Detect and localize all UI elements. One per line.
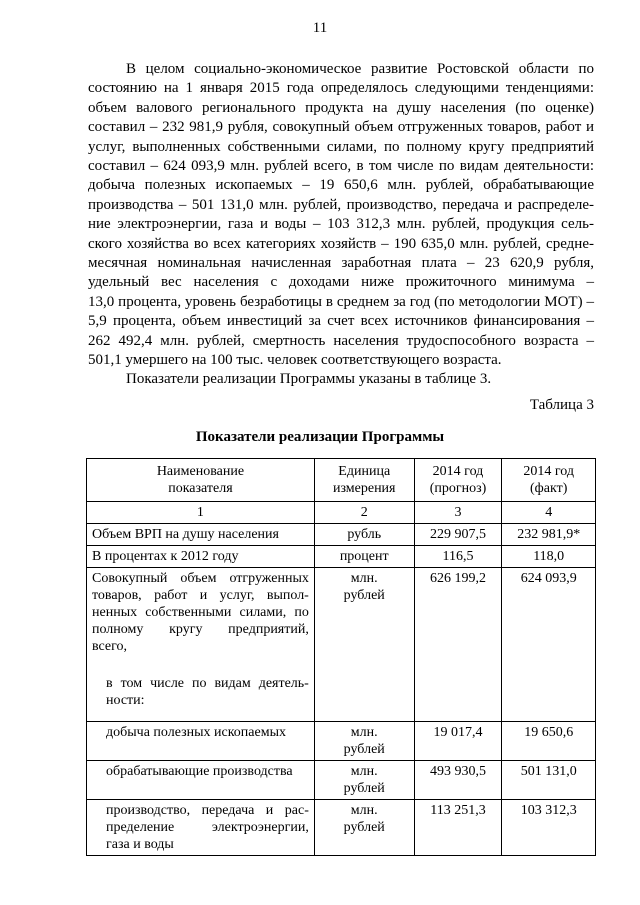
row-fact: 501 131,0 xyxy=(502,761,596,800)
cell-line: ности: xyxy=(106,693,145,708)
header-indicator-name xyxy=(87,459,315,502)
unit-line: млн. xyxy=(350,725,378,740)
paragraph-line: добыча полезных ископаемых – 19 650,6 млн. рублей, обрабатывающие xyxy=(88,177,594,194)
cell-text: обрабатывающие производства xyxy=(106,764,293,779)
paragraph-line: удельный вес населения с доходами ниже прожиточного минимума – xyxy=(88,274,594,291)
row-unit xyxy=(314,800,414,856)
row-name xyxy=(87,761,315,800)
row-unit xyxy=(314,568,414,722)
cell-line: производство, передача и рас- xyxy=(106,803,309,818)
header-text: Наименование xyxy=(156,464,245,479)
page-number: 11 xyxy=(312,20,328,36)
row-forecast: 19 017,4 xyxy=(414,722,502,761)
header-text: Единица xyxy=(338,464,391,479)
intro-paragraph xyxy=(88,60,594,371)
paragraph-line: объем валового регионального продукта на душу населения (по оценке) xyxy=(88,99,594,116)
row-name: В процентах к 2012 году xyxy=(87,546,315,568)
row-unit xyxy=(314,722,414,761)
cell-line: в том числе по видам деятель- xyxy=(106,676,309,691)
row-name xyxy=(87,800,315,856)
paragraph-line: В целом социально-экономическое развитие Ростовской области по xyxy=(126,61,594,77)
paragraph-line: 262 492,4 млн. рублей, смертность населения трудоспособного возраста – xyxy=(88,332,594,349)
unit-line: рублей xyxy=(343,588,385,603)
table-reference-paragraph: Показатели реализации Программы указаны в таблице 3. xyxy=(126,371,492,387)
indicators-table xyxy=(86,458,596,856)
row-fact: 624 093,9 xyxy=(502,568,596,722)
cell-line: товаров, работ и услуг, выпол- xyxy=(92,588,309,603)
row-fact: 19 650,6 xyxy=(502,722,596,761)
column-number: 4 xyxy=(502,502,596,524)
paragraph-line: месячная номинальная начисленная заработная плата – 23 620,9 рубля, xyxy=(88,255,594,272)
row-fact: 232 981,9* xyxy=(502,524,596,546)
header-text: измерения xyxy=(332,481,396,496)
table-row xyxy=(87,761,596,800)
row-forecast: 493 930,5 xyxy=(414,761,502,800)
cell-line: полному кругу предприятий, xyxy=(92,622,309,637)
row-forecast: 626 199,2 xyxy=(414,568,502,722)
column-number-row xyxy=(87,502,596,524)
column-number: 1 xyxy=(87,502,315,524)
paragraph-line: 13,0 процента, уровень безработицы в среднем за год (по методологии МОТ) – xyxy=(88,293,594,310)
header-text: 2014 год xyxy=(432,464,484,479)
row-fact: 118,0 xyxy=(502,546,596,568)
paragraph-line: услуг, выполненных собственными силами, по полному кругу предприятий xyxy=(88,138,594,155)
header-unit xyxy=(314,459,414,502)
cell-line: газа и воды xyxy=(106,837,174,852)
table-title: Показатели реализации Программы xyxy=(195,429,445,445)
column-number: 3 xyxy=(414,502,502,524)
table-row xyxy=(87,568,596,722)
row-name xyxy=(87,722,315,761)
header-text: (прогноз) xyxy=(429,481,487,496)
paragraph-line: 5,9 процента, объем инвестиций за счет всех источников финансирования – xyxy=(88,313,594,330)
table-row xyxy=(87,722,596,761)
row-unit xyxy=(314,761,414,800)
paragraph-line: производства – 501 131,0 млн. рублей, производство, передача и распределе- xyxy=(88,196,594,213)
paragraph-line: составил – 232 981,9 рубля, совокупный объем отгруженных товаров, работ и xyxy=(88,119,594,136)
unit-line: рублей xyxy=(343,742,385,757)
paragraph-line: составил – 624 093,9 млн. рублей всего, в том числе по видам деятельности: xyxy=(88,158,594,175)
header-text: 2014 год xyxy=(523,464,574,479)
table-label: Таблица 3 xyxy=(529,397,594,413)
row-unit: процент xyxy=(314,546,414,568)
header-text: показателя xyxy=(168,481,233,496)
table-row xyxy=(87,546,596,568)
header-forecast xyxy=(414,459,502,502)
column-number: 2 xyxy=(314,502,414,524)
cell-line: Совокупный объем отгруженных xyxy=(92,571,309,586)
table-header-row xyxy=(87,459,596,502)
paragraph-line: ского хозяйства во всех категориях хозяйств – 190 635,0 млн. рублей, средне- xyxy=(88,235,594,252)
unit-line: млн. xyxy=(350,803,378,818)
cell-line: всего, xyxy=(92,639,128,654)
unit-line: рублей xyxy=(343,820,385,835)
paragraph-line: ние электроэнергии, газа и воды – 103 312,3 млн. рублей, продукция сель- xyxy=(88,216,594,233)
unit-line: млн. xyxy=(350,764,378,779)
paragraph-line: состоянию на 1 января 2015 года определялось следующими тенденциями: xyxy=(88,80,594,97)
row-name xyxy=(87,568,315,722)
row-forecast: 229 907,5 xyxy=(414,524,502,546)
table-row xyxy=(87,524,596,546)
row-fact: 103 312,3 xyxy=(502,800,596,856)
unit-line: млн. xyxy=(350,571,378,586)
cell-line: пределение электроэнергии, xyxy=(106,820,309,835)
header-text: (факт) xyxy=(530,481,568,496)
paragraph-line: 501,1 умершего на 100 тыс. человек соответствующего возраста. xyxy=(88,352,502,369)
row-forecast: 113 251,3 xyxy=(414,800,502,856)
cell-line: ненных собственными силами, по xyxy=(92,605,309,620)
unit-line: рублей xyxy=(343,781,385,796)
row-forecast: 116,5 xyxy=(414,546,502,568)
table-row xyxy=(87,800,596,856)
row-unit: рубль xyxy=(314,524,414,546)
cell-text: добыча полезных ископаемых xyxy=(106,725,286,740)
row-name: Объем ВРП на душу населения xyxy=(87,524,315,546)
header-fact xyxy=(502,459,596,502)
